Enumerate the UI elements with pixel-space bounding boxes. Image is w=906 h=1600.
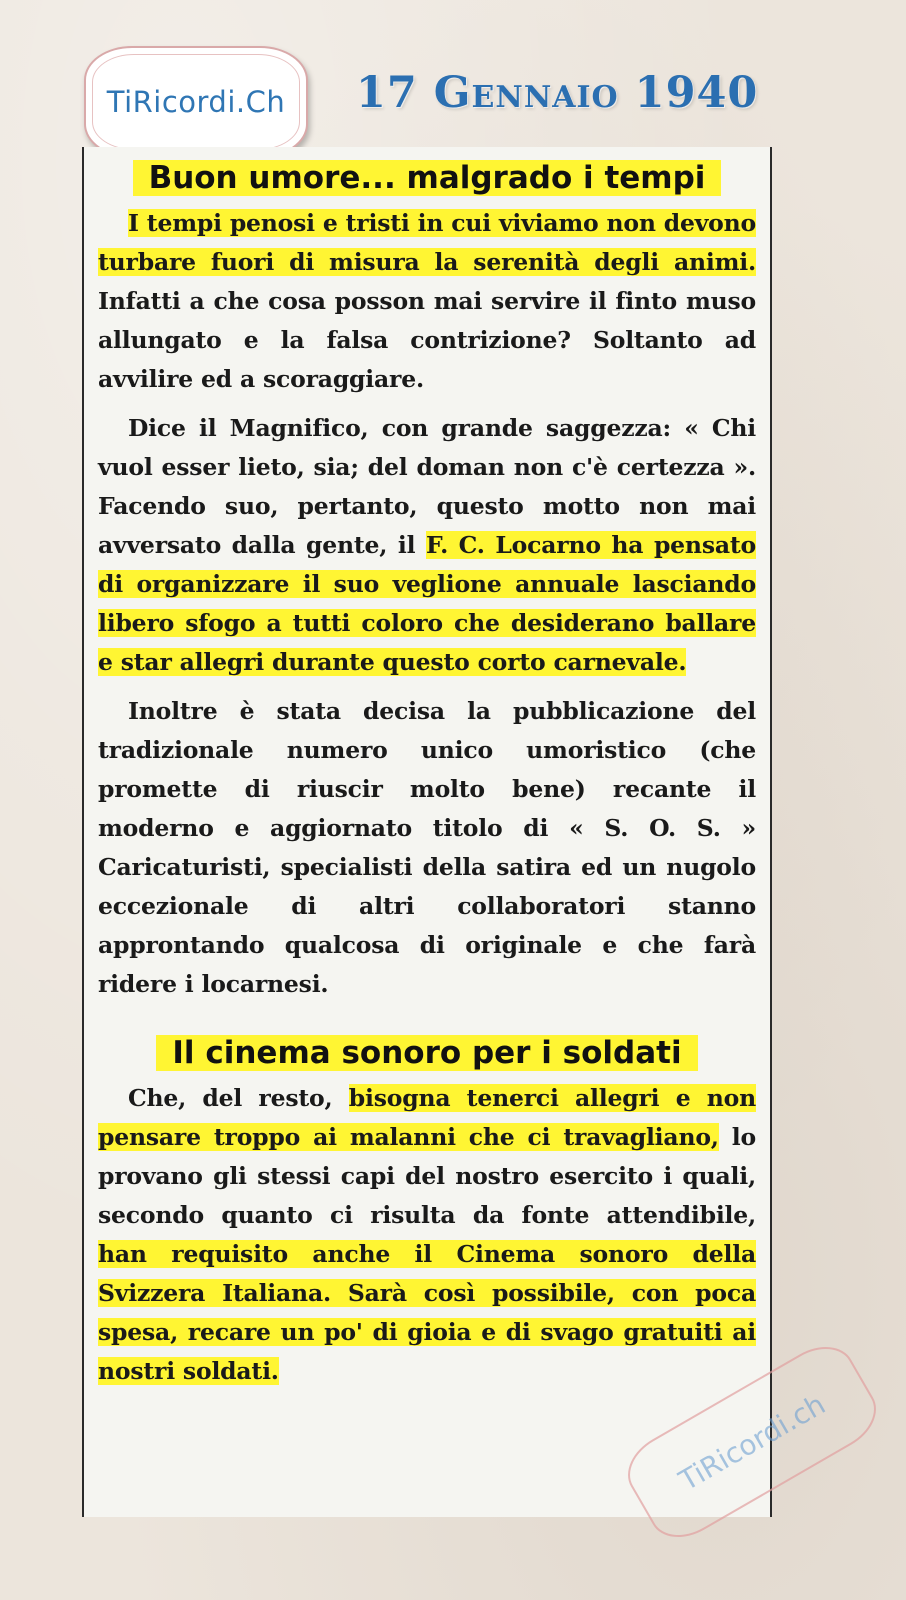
paragraph-2 (98, 409, 756, 682)
paragraph-4 (98, 1079, 756, 1391)
page-date: 17 Gennaio 1940 (356, 68, 759, 118)
newspaper-clipping (82, 147, 772, 1517)
paragraph-1 (98, 204, 756, 399)
article-heading-1: Buon umore... malgrado i tempi (98, 159, 756, 198)
site-logo (84, 46, 308, 158)
text-segment: Inoltre è stata decisa la pubblicazione del tradizionale numero unico umoristico (che promette di riuscir molto bene) recante il moderno e aggiornato titolo di « S. O. S. » Caricaturisti, specialisti della satira ed un nugolo eccezionale di altri collaboratori stanno approntando qualcosa di originale e che farà ridere i locarnesi. (98, 696, 756, 998)
text-segment: Infatti a che cosa posson mai servire il finto muso allungato e la falsa contrizione? Soltanto ad avvilire ed a scoraggiare. (98, 286, 756, 393)
highlighted-text: I tempi penosi e tristi in cui viviamo non devono turbare fuori di misura la serenità degli animi. (98, 208, 756, 276)
article-heading-2: Il cinema sonoro per i soldati (98, 1034, 756, 1073)
text-segment: lo provano gli stessi capi del nostro esercito i quali, secondo quanto ci risulta da fonte attendibile, (98, 1122, 756, 1229)
watermark-text: TiRicordi.ch (673, 1387, 831, 1497)
text-segment: Che, del resto, (128, 1083, 349, 1112)
highlighted-text: han requisito anche il Cinema sonoro della Svizzera Italiana. Sarà così possibile, con poca spesa, recare un po' di gioia e di svago gratuiti ai nostri soldati. (98, 1239, 756, 1385)
paragraph-3 (98, 692, 756, 1004)
logo-text: TiRicordi.Ch (106, 85, 286, 119)
text-segment: Dice il Magnifico, con grande saggezza: « Chi vuol esser lieto, sia; del doman non c'è certezza ». Facendo suo, pertanto, questo motto non mai avversato dalla gente, il (98, 413, 756, 559)
highlighted-text: F. C. Locarno ha pensato di organizzare il suo veglione annuale lasciando libero sfogo a tutti coloro che desiderano ballare e star allegri durante questo corto carnevale. (98, 530, 757, 676)
highlighted-text: bisogna tenerci allegri e non pensare troppo ai malanni che ci travagliano, (98, 1083, 756, 1151)
